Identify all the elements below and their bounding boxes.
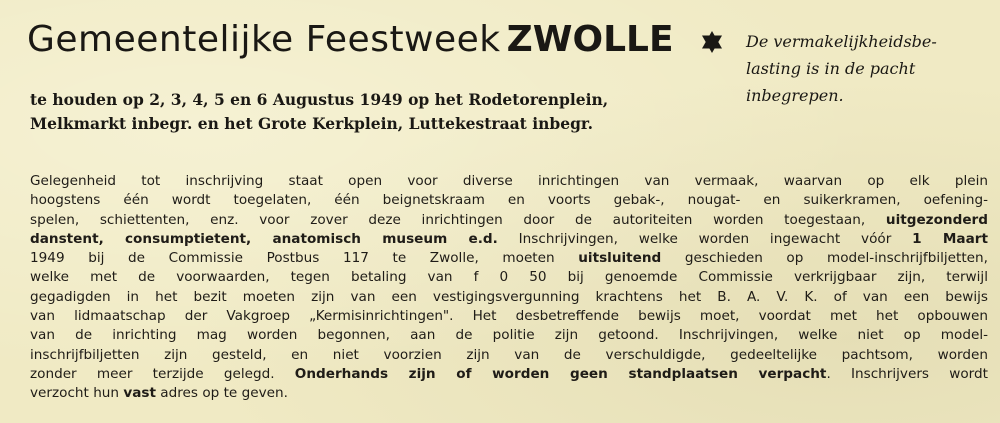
text-segment: adres op te geven. [155,385,288,402]
title-prefix: Gemeentelijke Feestweek [27,19,501,60]
text-segment: Inschrijvingen, welke worden ingewacht vóór [497,230,913,247]
paragraph-line [30,230,988,249]
paragraph-line [30,307,988,326]
tax-note [746,28,992,109]
note-line-1: De vermakelijkheidsbe- [746,32,937,51]
paragraph-line [30,191,988,210]
emphasized-text: danstent, consumptietent, anatomisch museum e.d. [30,230,498,247]
text-segment: Gelegenheid tot inschrijving staat open voor diverse inrichtingen van vermaak, waarvan op elk plein [30,173,988,189]
emphasized-text: 1 Maart [912,230,988,247]
paragraph-line [30,326,988,345]
six-pointed-star-icon [700,30,724,54]
title-city: ZWOLLE [506,19,674,60]
paragraph-line [30,288,988,307]
paragraph-line [30,346,988,365]
paragraph-line [30,384,988,403]
text-segment: spelen, schiettenten, enz. voor zover deze inrichtingen door de autoriteiten worden toegestaan, [30,211,886,228]
text-segment: . Inschrijvers wordt [826,365,988,382]
text-segment: hoogstens één wordt toegelaten, één beignetskraam en voorts gebak-, nougat- en suikerkramen, oefening- [30,192,988,209]
event-dates-locations [30,88,670,136]
text-segment: verzocht hun [30,385,124,402]
registration-paragraph [30,172,988,404]
paragraph-line [30,365,988,384]
text-segment: gegadigden in het bezit moeten zijn van een vestigingsvergunning krachtens het B. A. V. K. of van een bewijs [30,288,988,305]
paragraph-line [30,211,988,230]
text-segment: welke met de voorwaarden, tegen betaling van f 0 50 bij genoemde Commissie verkrijgbaar zijn, terwijl [30,269,988,286]
note-line-2: lasting is in de pacht [746,59,916,78]
page-title [27,20,674,60]
subtitle-line-2: Melkmarkt inbegr. en het Grote Kerkplein, Luttekestraat inbegr. [30,114,594,133]
text-segment: van de inrichting mag worden begonnen, aan de politie zijn getoond. Inschrijvingen, welke niet op model- [30,327,988,344]
emphasized-text: uitgezonderd [885,211,988,228]
text-segment: geschieden op model-inschrijfbiljetten, [661,250,988,267]
emphasized-text: Onderhands zijn of worden geen standplaatsen verpacht [294,365,827,382]
paragraph-line [30,268,988,287]
emphasized-text: vast [123,385,156,402]
text-segment: zonder meer terzijde gelegd. [30,365,295,382]
emphasized-text: uitsluitend [578,250,662,267]
subtitle-line-1: te houden op 2, 3, 4, 5 en 6 Augustus 1949 op het Rodetorenplein, [30,90,609,109]
paragraph-line [30,249,988,268]
note-line-3: inbegrepen. [746,86,844,105]
text-segment: 1949 bij de Commissie Postbus 117 te Zwolle, moeten [30,250,579,267]
text-segment: van lidmaatschap der Vakgroep „Kermisinrichtingen". Het desbetreffende bewijs moet, voordat met het opbouwen [30,308,988,325]
text-segment: inschrijfbiljetten zijn gesteld, en niet voorzien zijn van de verschuldigde, gedeeltelijke pachtsom, worden [30,346,988,363]
paragraph-line [30,172,988,191]
